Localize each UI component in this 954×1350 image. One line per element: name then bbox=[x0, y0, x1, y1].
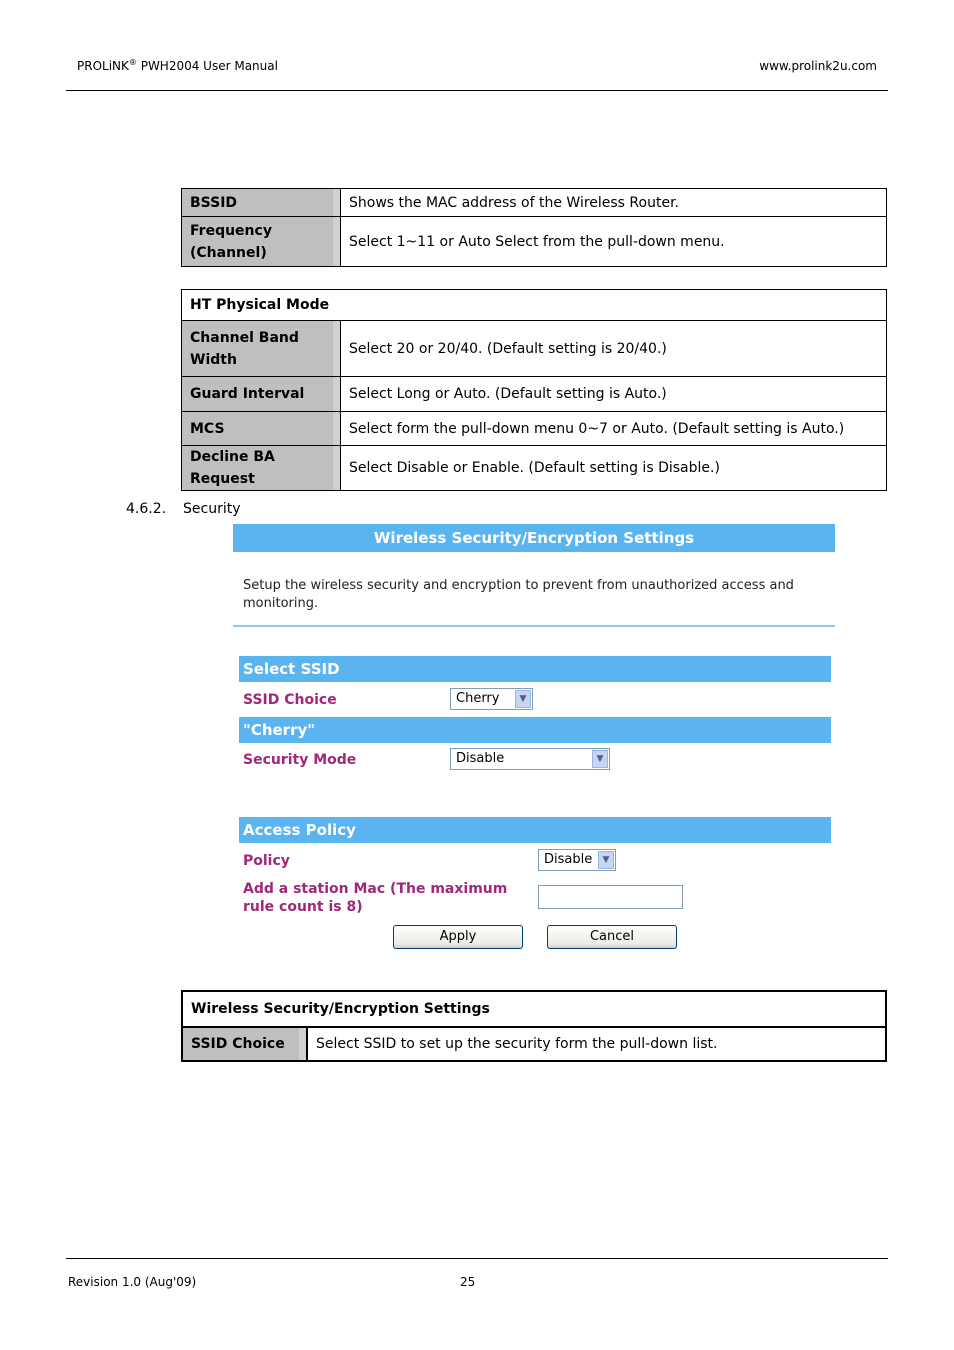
row-label: Guard Interval bbox=[182, 377, 341, 412]
row-label: BSSID bbox=[182, 189, 341, 217]
table-row bbox=[182, 1027, 886, 1061]
cancel-button[interactable]: Cancel bbox=[547, 925, 677, 949]
row-desc: Select Long or Auto. (Default setting is Auto.) bbox=[341, 377, 887, 412]
row-label: SSID Choice bbox=[182, 1027, 307, 1061]
policy-label: Policy bbox=[243, 853, 290, 869]
row-desc: Select 20 or 20/40. (Default setting is 20/40.) bbox=[341, 321, 887, 377]
manual-name: PWH2004 User Manual bbox=[136, 59, 278, 73]
policy-select[interactable] bbox=[538, 849, 616, 871]
policy-value: Disable bbox=[544, 852, 593, 867]
row-label: MCS bbox=[182, 412, 341, 446]
table-row bbox=[182, 189, 887, 217]
chevron-down-icon[interactable]: ▼ bbox=[598, 851, 614, 869]
row-label: Channel Band Width bbox=[182, 321, 341, 377]
table-row bbox=[182, 377, 887, 412]
table-row bbox=[182, 446, 887, 491]
section-heading bbox=[126, 501, 241, 517]
row-desc: Select SSID to set up the security form the pull-down list. bbox=[307, 1027, 886, 1061]
table-bssid-frequency bbox=[181, 188, 887, 267]
table-heading: HT Physical Mode bbox=[182, 290, 887, 321]
ui-divider bbox=[233, 625, 835, 627]
section-number: 4.6.2. bbox=[126, 501, 167, 517]
wireless-security-screenshot bbox=[233, 524, 835, 954]
brand-name: PROLiNK bbox=[77, 59, 129, 73]
ssid-choice-select[interactable] bbox=[450, 688, 533, 710]
page-number: 25 bbox=[460, 1275, 476, 1289]
table-security-settings bbox=[181, 990, 887, 1062]
row-desc: Select form the pull-down menu 0~7 or Auto. (Default setting is Auto.) bbox=[341, 412, 887, 446]
table-row bbox=[182, 217, 887, 267]
footer-revision: Revision 1.0 (Aug'09) bbox=[68, 1275, 197, 1289]
table-row bbox=[182, 412, 887, 446]
table-ht-physical-mode bbox=[181, 289, 887, 491]
header-url: www.prolink2u.com bbox=[759, 59, 877, 73]
row-label: Frequency (Channel) bbox=[182, 217, 341, 267]
table-heading-row bbox=[182, 991, 886, 1027]
table-heading: Wireless Security/Encryption Settings bbox=[182, 991, 886, 1027]
access-policy-bar: Access Policy bbox=[239, 817, 831, 843]
chevron-down-icon[interactable]: ▼ bbox=[515, 690, 531, 708]
table-row bbox=[182, 321, 887, 377]
security-mode-select[interactable] bbox=[450, 748, 610, 770]
add-mac-label: Add a station Mac (The maximum rule count is 8) bbox=[243, 881, 508, 915]
footer-divider bbox=[66, 1258, 888, 1259]
ui-description: Setup the wireless security and encryption to prevent from unauthorized access and monitoring. bbox=[243, 578, 794, 611]
row-desc: Shows the MAC address of the Wireless Router. bbox=[341, 189, 887, 217]
select-ssid-bar: Select SSID bbox=[239, 656, 831, 682]
row-desc: Select 1~11 or Auto Select from the pull-down menu. bbox=[341, 217, 887, 267]
security-mode-value: Disable bbox=[456, 751, 505, 766]
registered-mark: ® bbox=[128, 58, 137, 67]
section-title: Security bbox=[183, 501, 241, 517]
station-mac-input[interactable] bbox=[538, 885, 683, 909]
ssid-choice-value: Cherry bbox=[456, 691, 500, 706]
header-divider bbox=[66, 90, 888, 91]
header-title bbox=[77, 58, 278, 73]
row-desc: Select Disable or Enable. (Default setting is Disable.) bbox=[341, 446, 887, 491]
table-heading-row bbox=[182, 290, 887, 321]
chevron-down-icon[interactable]: ▼ bbox=[592, 750, 608, 768]
cherry-bar: "Cherry" bbox=[239, 717, 831, 743]
row-label: Decline BA Request bbox=[182, 446, 341, 491]
ssid-choice-label: SSID Choice bbox=[243, 692, 337, 708]
ui-title-bar: Wireless Security/Encryption Settings bbox=[233, 524, 835, 552]
apply-button[interactable]: Apply bbox=[393, 925, 523, 949]
security-mode-label: Security Mode bbox=[243, 752, 357, 768]
